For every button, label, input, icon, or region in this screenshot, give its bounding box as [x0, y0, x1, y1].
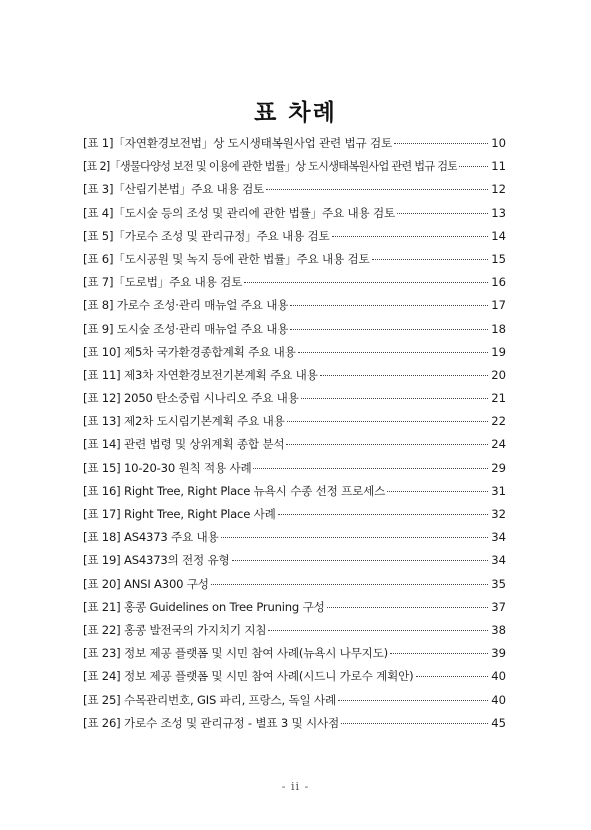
toc-entry-page: 19: [491, 344, 506, 359]
dot-leader: [372, 259, 489, 260]
toc-entry[interactable]: [83, 248, 506, 271]
toc-entry-page: 17: [491, 298, 506, 313]
dot-leader: [290, 329, 488, 330]
toc-entry-label: [표 17] Right Tree, Right Place 사례: [83, 507, 276, 521]
dot-leader: [327, 607, 489, 608]
toc-entry-label: [표 2]「생물다양성 보전 및 이용에 관한 법률」상 도시생태복원사업 관련 법규 검토: [83, 160, 458, 174]
toc-entry-label: [표 15] 10-20-30 원칙 적용 사례: [83, 460, 252, 475]
toc-entry[interactable]: [83, 364, 506, 387]
toc-entry-page: 15: [491, 251, 506, 266]
toc-entry-page: 13: [491, 205, 506, 220]
toc-entry-page: 22: [491, 414, 506, 429]
dot-leader: [253, 468, 488, 469]
toc-entry[interactable]: [83, 132, 506, 155]
dot-leader: [232, 560, 489, 561]
toc-entry-label: [표 25] 수목관리번호, GIS 파리, 프랑스, 독일 사례: [83, 692, 337, 707]
toc-entry-label: [표 1]「자연환경보전법」상 도시생태복원사업 관련 법규 검토: [83, 136, 393, 150]
dot-leader: [459, 166, 488, 167]
toc-entry-label: [표 5]「가로수 조성 및 관리규정」주요 내용 검토: [83, 228, 330, 243]
toc-entry-label: [표 7]「도로법」주요 내용 검토: [83, 275, 243, 290]
dot-leader: [387, 491, 488, 492]
toc-entry-page: 35: [491, 576, 506, 591]
dot-leader: [390, 653, 488, 654]
toc-entry-page: 18: [491, 321, 506, 336]
toc-entry-page: 38: [491, 622, 506, 637]
dot-leader: [211, 584, 488, 585]
dot-leader: [286, 444, 488, 445]
dot-leader: [332, 236, 489, 237]
toc-entry[interactable]: [83, 573, 506, 596]
toc-entry-label: [표 20] ANSI A300 구성: [83, 576, 209, 591]
toc-entry-label: [표 11] 제3차 자연환경보전기본계획 주요 내용: [83, 367, 318, 382]
toc-entry-label: [표 19] AS4373의 전정 유형: [83, 553, 230, 568]
toc-entry[interactable]: [83, 294, 506, 317]
dot-leader: [298, 352, 489, 353]
toc-entry-label: [표 12] 2050 탄소중립 시나리오 주요 내용: [83, 391, 299, 406]
toc-entry[interactable]: [83, 712, 506, 735]
toc-entry[interactable]: [83, 433, 506, 456]
table-of-contents: [83, 132, 506, 735]
toc-entry[interactable]: [83, 387, 506, 410]
toc-entry-page: 10: [491, 136, 506, 150]
toc-entry[interactable]: [83, 341, 506, 364]
dot-leader: [290, 305, 488, 306]
toc-entry-page: 21: [491, 391, 506, 406]
toc-entry-label: [표 9] 도시숲 조성·관리 매뉴얼 주요 내용: [83, 321, 289, 336]
dot-leader: [338, 700, 488, 701]
toc-entry[interactable]: [83, 526, 506, 549]
toc-entry-page: 16: [491, 275, 506, 290]
toc-entry-page: 11: [491, 159, 506, 174]
toc-entry-label: [표 18] AS4373 주요 내용: [83, 530, 219, 545]
toc-entry[interactable]: [83, 503, 506, 526]
dot-leader: [341, 723, 488, 724]
toc-entry-page: 45: [491, 715, 506, 730]
dot-leader: [268, 630, 488, 631]
dot-leader: [394, 143, 488, 144]
toc-entry-page: 40: [491, 692, 506, 707]
toc-entry-label: [표 24] 정보 제공 플랫폼 및 시민 참여 사례(시드니 가로수 계획안): [83, 669, 414, 684]
dot-leader: [266, 189, 488, 190]
dot-leader: [320, 375, 489, 376]
toc-entry[interactable]: [83, 689, 506, 712]
toc-entry[interactable]: [83, 619, 506, 642]
toc-entry[interactable]: [83, 202, 506, 225]
dot-leader: [221, 537, 489, 538]
dot-leader: [244, 282, 488, 283]
toc-entry[interactable]: [83, 271, 506, 294]
page-number: - ii -: [281, 780, 310, 793]
toc-entry-label: [표 3]「산림기본법」주요 내용 검토: [83, 182, 265, 197]
toc-entry[interactable]: [83, 480, 506, 503]
toc-entry-label: [표 21] 홍콩 Guidelines on Tree Pruning 구성: [83, 599, 325, 614]
toc-entry-page: 14: [491, 228, 506, 243]
toc-entry-page: 34: [491, 553, 506, 568]
toc-entry[interactable]: [83, 178, 506, 201]
toc-entry-label: [표 23] 정보 제공 플랫폼 및 시민 참여 사례(뉴욕시 나무지도): [83, 646, 389, 661]
toc-entry[interactable]: [83, 596, 506, 619]
toc-entry[interactable]: [83, 642, 506, 665]
toc-entry-page: 32: [491, 507, 506, 521]
toc-entry[interactable]: [83, 665, 506, 688]
toc-entry-label: [표 16] Right Tree, Right Place 뉴욕시 수종 선정 프로세스: [83, 483, 386, 498]
dot-leader: [416, 676, 489, 677]
toc-entry[interactable]: [83, 225, 506, 248]
toc-entry[interactable]: [83, 155, 506, 178]
dot-leader: [301, 398, 489, 399]
toc-entry[interactable]: [83, 549, 506, 572]
toc-entry-label: [표 26] 가로수 조성 및 관리규정 - 별표 3 및 시사점: [83, 715, 340, 730]
page-title: 표 차례: [254, 100, 337, 126]
toc-entry-page: 39: [491, 646, 506, 661]
toc-entry-label: [표 13] 제2차 도시림기본계획 주요 내용: [83, 414, 285, 429]
toc-entry-label: [표 14] 관련 법령 및 상위계획 종합 분석: [83, 437, 285, 452]
dot-leader: [278, 514, 489, 515]
toc-entry[interactable]: [83, 318, 506, 341]
toc-entry-page: 20: [491, 367, 506, 382]
toc-entry[interactable]: [83, 457, 506, 480]
toc-entry-page: 12: [491, 182, 506, 197]
toc-entry-label: [표 6]「도시공원 및 녹지 등에 관한 법률」주요 내용 검토: [83, 251, 370, 266]
toc-entry-page: 31: [491, 483, 506, 498]
toc-entry-page: 40: [491, 669, 506, 684]
toc-entry-page: 34: [491, 530, 506, 545]
dot-leader: [287, 421, 489, 422]
toc-entry-page: 29: [491, 460, 506, 475]
dot-leader: [397, 213, 488, 214]
toc-entry[interactable]: [83, 410, 506, 433]
toc-entry-page: 24: [491, 437, 506, 452]
toc-entry-label: [표 8] 가로수 조성·관리 매뉴얼 주요 내용: [83, 298, 289, 313]
toc-entry-page: 37: [491, 599, 506, 614]
toc-entry-label: [표 22] 홍콩 발전국의 가지치기 지침: [83, 622, 267, 637]
toc-entry-label: [표 10] 제5차 국가환경종합계획 주요 내용: [83, 344, 296, 359]
toc-entry-label: [표 4]「도시숲 등의 조성 및 관리에 관한 법률」주요 내용 검토: [83, 205, 395, 220]
